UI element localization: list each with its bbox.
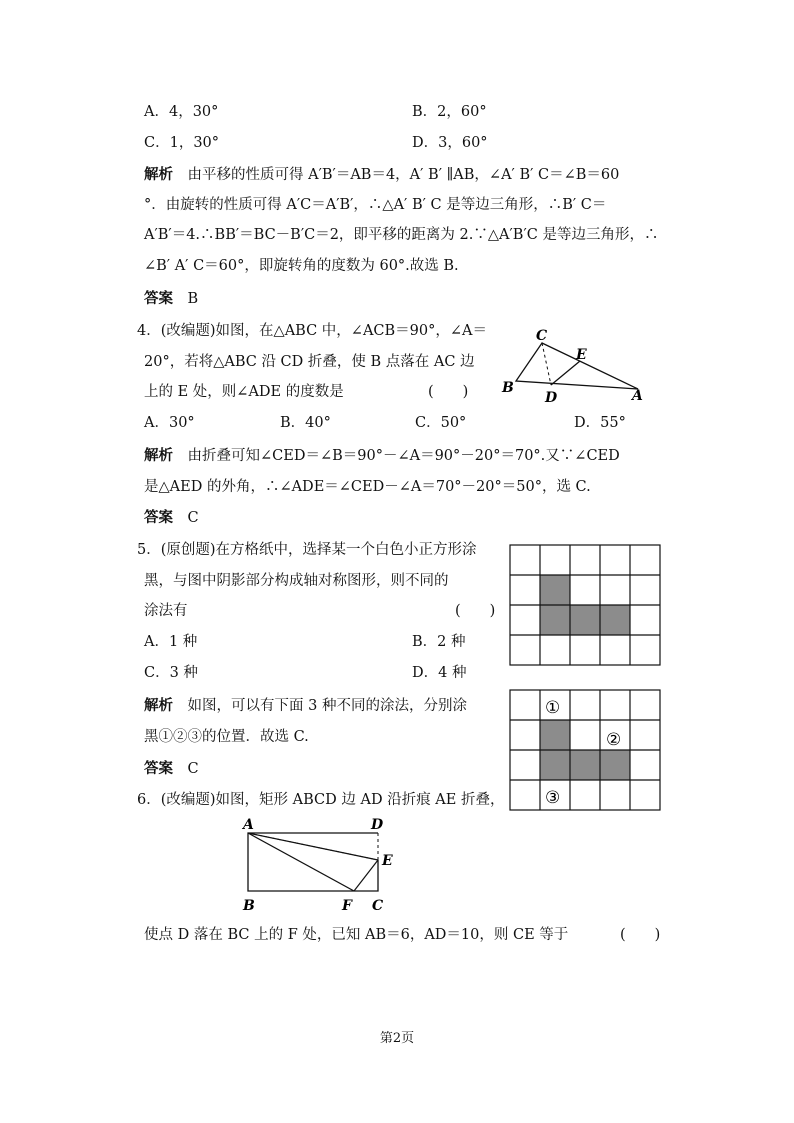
label-c: C <box>372 898 384 914</box>
q3-solution-line-2: °．由旋转的性质可得 A′C＝A′B′，∴△A′ B′ C 是等边三角形，∴B′ C＝ <box>144 197 607 213</box>
q5-solution-line-2: 黑①②③的位置．故选 C. <box>144 729 309 745</box>
q5-solution-line-1 <box>144 696 467 716</box>
q3-option-a: A．4，30° <box>144 104 219 120</box>
q6-answer-paren: ( ) <box>620 927 661 943</box>
solution-label: 解析 <box>144 166 173 183</box>
q4-stem-line-2: 20°，若将△ABC 沿 CD 折叠，使 B 点落在 AC 边 <box>144 354 475 370</box>
q4-answer-paren: ( ) <box>428 384 469 400</box>
q3-solution-line-3: A′B′＝4.∴BB′＝BC－B′C＝2，即平移的距离为 2.∵△A′B′C 是等边三角形，∴ <box>144 227 659 243</box>
q6-stem-line-1: 6．(改编题)如图，矩形 ABCD 边 AD 沿折痕 AE 折叠， <box>137 792 505 808</box>
q5-option-a: A．1 种 <box>144 634 198 650</box>
q6-stem-line-2: 使点 D 落在 BC 上的 F 处，已知 AB＝6，AD＝10，则 CE 等于 <box>144 927 569 943</box>
label-a: A <box>632 388 643 404</box>
label-c: C <box>536 328 548 344</box>
label-d: D <box>545 390 558 406</box>
label-e: E <box>382 853 393 869</box>
q4-solution-line-2: 是△AED 的外角，∴∠ADE＝∠CED－∠A＝70°－20°＝50°，选 C. <box>144 479 591 495</box>
q4-option-c: C．50° <box>415 415 467 431</box>
answer-value: C <box>187 761 199 777</box>
q5-stem-line-3: 涂法有 <box>144 603 188 619</box>
q5-grid-question <box>509 544 663 669</box>
q3-answer <box>144 289 198 309</box>
answer-value: C <box>187 510 199 526</box>
q5-option-d: D．4 种 <box>412 665 467 681</box>
label-b: B <box>502 380 514 396</box>
solution-text: 如图，可以有下面 3 种不同的涂法，分别涂 <box>187 698 467 714</box>
q4-triangle-figure <box>498 326 648 406</box>
q5-grid-solution <box>509 689 663 814</box>
label-d: D <box>371 817 384 833</box>
q4-stem-line-3: 上的 E 处，则∠ADE 的度数是 <box>144 384 344 400</box>
answer-label: 答案 <box>144 290 173 307</box>
solution-label: 解析 <box>144 447 173 464</box>
q6-rectangle-figure <box>236 814 406 916</box>
q3-solution-line-4: ∠B′ A′ C＝60°，即旋转角的度数为 60°.故选 B. <box>144 258 459 274</box>
q5-stem-line-1: 5．(原创题)在方格纸中，选择某一个白色小正方形涂 <box>137 542 477 558</box>
answer-value: B <box>187 291 199 307</box>
q4-option-b: B．40° <box>280 415 331 431</box>
q4-stem-line-1: 4．(改编题)如图，在△ABC 中，∠ACB＝90°，∠A＝ <box>137 323 487 339</box>
q5-answer-paren: ( ) <box>455 603 496 619</box>
label-b: B <box>243 898 255 914</box>
mark-1: ① <box>545 698 561 718</box>
answer-label: 答案 <box>144 509 173 526</box>
mark-3: ③ <box>545 788 561 808</box>
q5-option-c: C．3 种 <box>144 665 198 681</box>
solution-text: 由折叠可知∠CED＝∠B＝90°－∠A＝90°－20°＝70°.又∵∠CED <box>187 448 620 464</box>
page-number: 第2页 <box>379 1031 415 1046</box>
q3-option-d: D．3，60° <box>412 135 488 151</box>
answer-label: 答案 <box>144 760 173 777</box>
q3-option-b: B．2，60° <box>412 104 487 120</box>
label-f: F <box>342 898 352 914</box>
label-a: A <box>243 817 254 833</box>
label-e: E <box>576 347 587 363</box>
q3-option-c: C．1，30° <box>144 135 220 151</box>
solution-label: 解析 <box>144 697 173 714</box>
q4-answer <box>144 508 199 528</box>
q4-solution-line-1 <box>144 446 620 466</box>
q5-answer <box>144 759 199 779</box>
q4-option-d: D．55° <box>574 415 626 431</box>
q5-stem-line-2: 黑，与图中阴影部分构成轴对称图形，则不同的 <box>144 573 449 589</box>
q5-option-b: B．2 种 <box>412 634 466 650</box>
q3-solution-line-1 <box>144 165 619 185</box>
solution-text: 由平移的性质可得 A′B′＝AB＝4，A′ B′ ∥AB，∠A′ B′ C＝∠B＝60 <box>187 167 620 183</box>
q4-option-a: A．30° <box>144 415 195 431</box>
mark-2: ② <box>606 730 622 750</box>
